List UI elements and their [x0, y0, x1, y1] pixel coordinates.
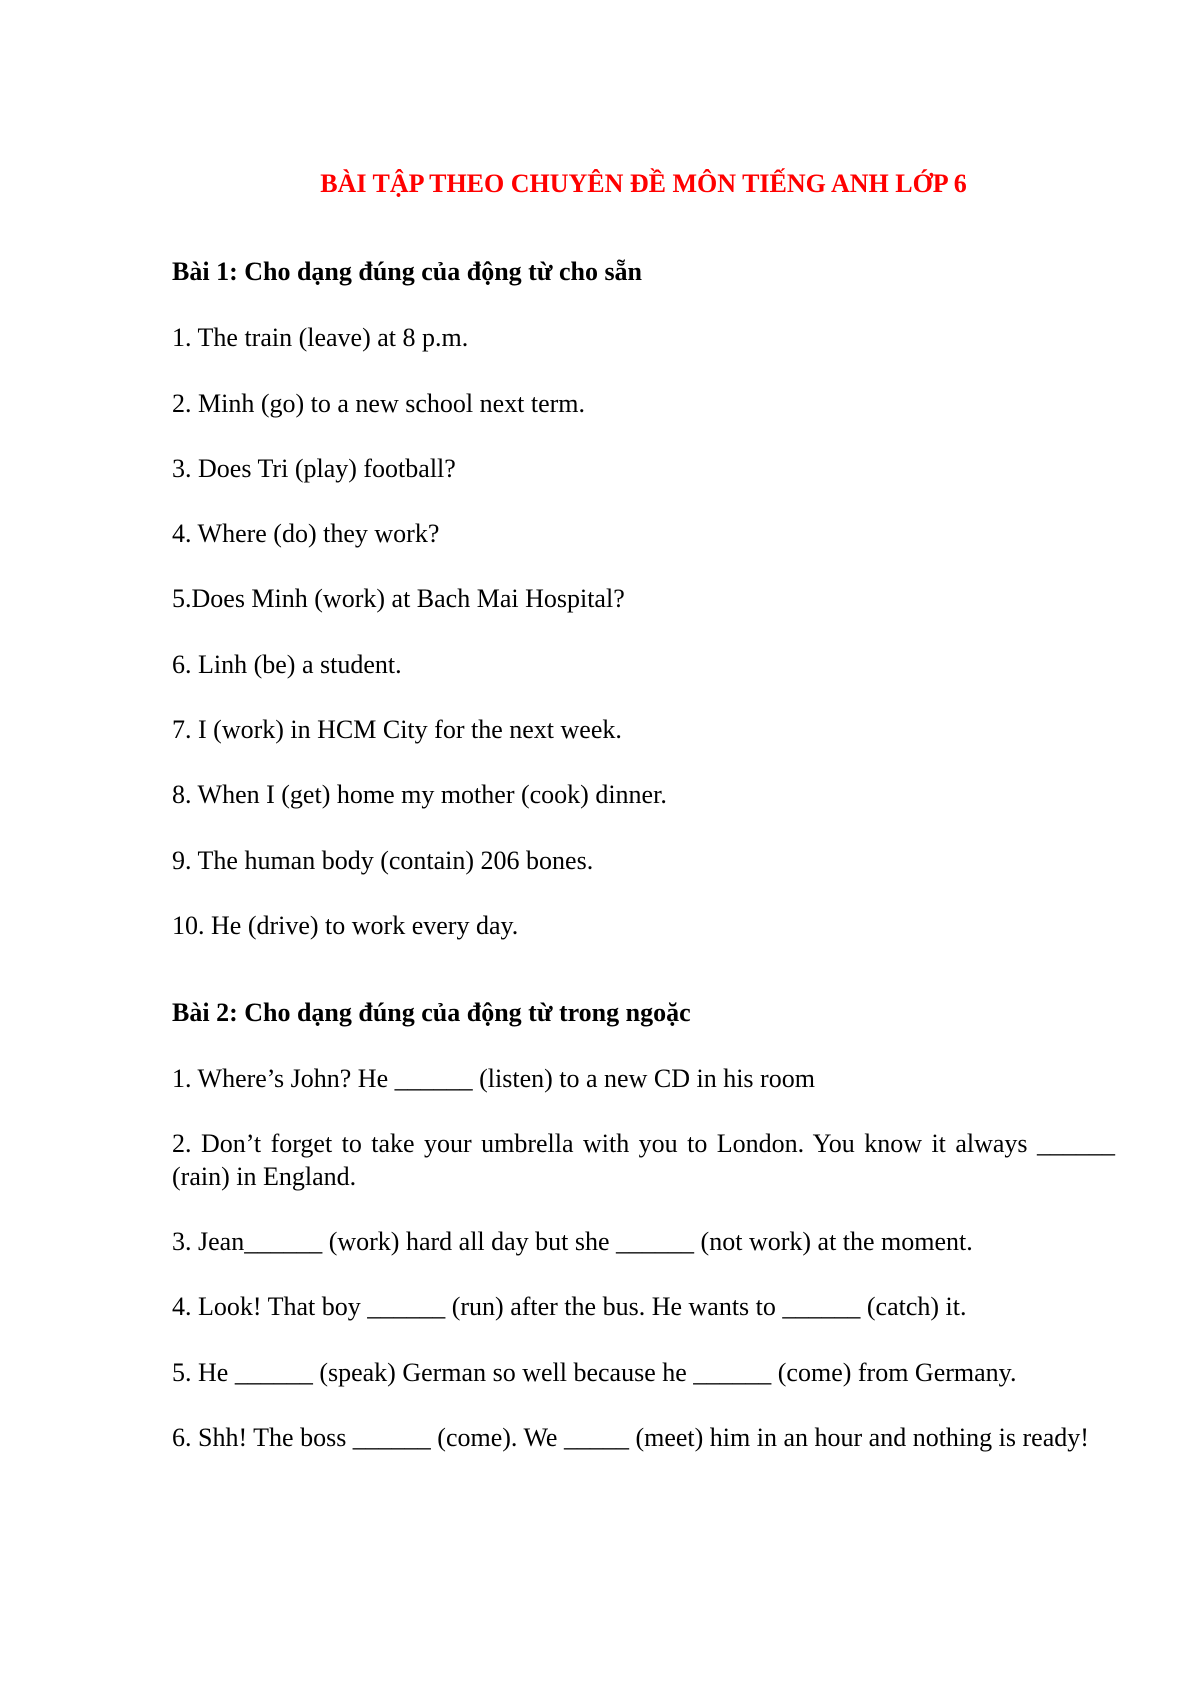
section-1-item-7: 7. I (work) in HCM City for the next week. — [172, 715, 622, 744]
section-2-item-6: 6. Shh! The boss ______ (come). We _____ (meet) him in an hour and nothing is ready! — [172, 1423, 1089, 1452]
section-1-item-3: 3. Does Tri (play) football? — [172, 454, 456, 483]
section-1-item-5: 5.Does Minh (work) at Bach Mai Hospital? — [172, 584, 625, 613]
section-1-item-10: 10. He (drive) to work every day. — [172, 911, 519, 940]
section-2-item-1: 1. Where’s John? He ______ (listen) to a new CD in his room — [172, 1064, 815, 1093]
section-2-item-3: 3. Jean______ (work) hard all day but she ______ (not work) at the moment. — [172, 1227, 973, 1256]
section-2-item-2: 2. Don’t forget to take your umbrella with you to London. You know it always ______ (rain) in England. — [172, 1129, 1115, 1191]
section-2-item-5: 5. He ______ (speak) German so well because he ______ (come) from Germany. — [172, 1358, 1017, 1387]
document-title: BÀI TẬP THEO CHUYÊN ĐỀ MÔN TIẾNG ANH LỚP 6 — [320, 169, 967, 198]
section-2-heading: Bài 2: Cho dạng đúng của động từ trong ngoặc — [172, 998, 691, 1027]
section-1-item-4: 4. Where (do) they work? — [172, 519, 440, 548]
section-1-item-1: 1. The train (leave) at 8 p.m. — [172, 323, 469, 352]
section-1-heading: Bài 1: Cho dạng đúng của động từ cho sẵn — [172, 257, 643, 286]
section-1-item-9: 9. The human body (contain) 206 bones. — [172, 846, 594, 875]
section-1-item-6: 6. Linh (be) a student. — [172, 650, 402, 679]
section-2-item-4: 4. Look! That boy ______ (run) after the bus. He wants to ______ (catch) it. — [172, 1292, 967, 1321]
section-1-item-8: 8. When I (get) home my mother (cook) dinner. — [172, 780, 667, 809]
section-1-item-2: 2. Minh (go) to a new school next term. — [172, 389, 586, 418]
